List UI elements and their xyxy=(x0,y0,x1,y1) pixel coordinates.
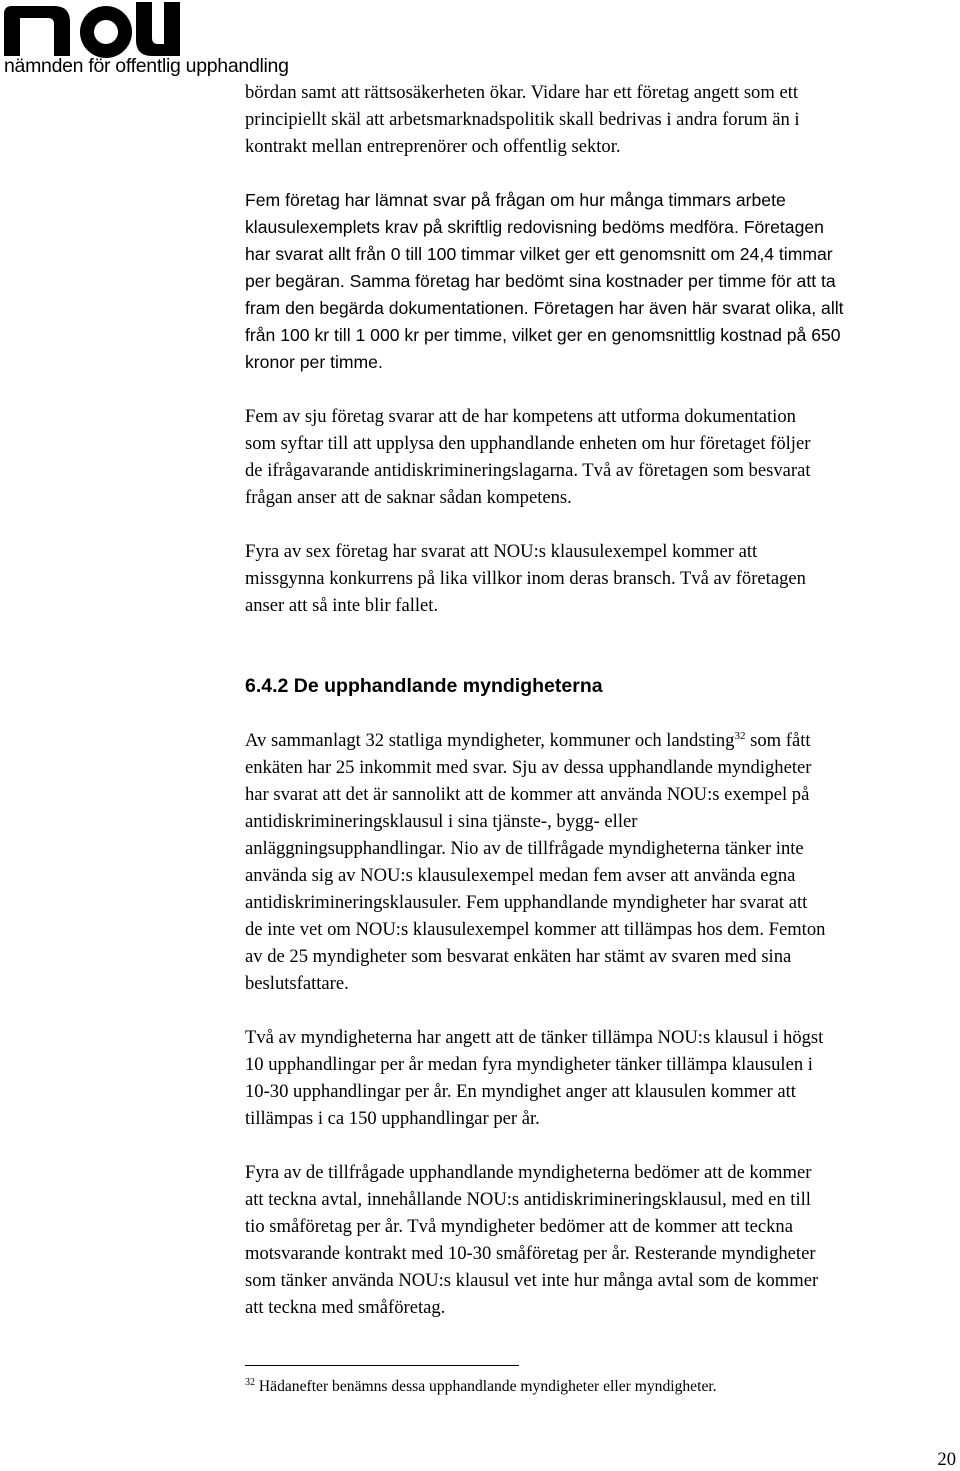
text-line: anläggningsupphandlingar. Nio av de tillfrågade myndigheterna tänker inte xyxy=(245,838,804,859)
text-line: har svarat att det är sannolikt att de kommer att använda NOU:s exempel på xyxy=(245,784,810,805)
paragraph-6 xyxy=(245,1024,957,1132)
text-line: Fem av sju företag svarar att de har kompetens att utforma dokumentation xyxy=(245,406,796,427)
page-number: 20 xyxy=(937,1449,956,1470)
text-line: som syftar till att upplysa den upphandlande enheten om hur företaget följer xyxy=(245,433,811,454)
logo-text: nämnden för offentlig upphandling xyxy=(4,55,289,77)
text-line: antidiskrimineringsklausuler. Fem upphandlande myndigheter har svarat att xyxy=(245,892,808,913)
footnote-divider xyxy=(245,1365,519,1366)
text-line: fram den begärda dokumentationen. Företagen har även här svarat olika, allt xyxy=(245,298,844,318)
paragraph-2 xyxy=(245,187,957,376)
text-line: principiellt skäl att arbetsmarknadspolitik skall bedrivas i andra forum än i xyxy=(245,109,800,130)
paragraph-3 xyxy=(245,403,957,511)
text-line: de ifrågavarande antidiskrimineringslagarna. Två av företagen som besvarat xyxy=(245,460,811,481)
text-line: anser att så inte blir fallet. xyxy=(245,595,439,616)
text-line: att teckna avtal, innehållande NOU:s antidiskrimineringsklausul, med en till xyxy=(245,1189,811,1210)
text-line: motsvarande kontrakt med 10-30 småföretag per år. Resterande myndigheter xyxy=(245,1243,816,1264)
text-line: 10-30 upphandlingar per år. En myndighet anger att klausulen kommer att xyxy=(245,1081,796,1102)
text-line: från 100 kr till 1 000 kr per timme, vilket ger en genomsnittlig kostnad på 650 xyxy=(245,325,841,345)
paragraph-5 xyxy=(245,727,957,997)
text-line: Fyra av sex företag har svarat att NOU:s klausulexempel kommer att xyxy=(245,541,758,562)
text-line: kronor per timme. xyxy=(245,352,383,372)
paragraph-7 xyxy=(245,1159,957,1321)
text-line: använda sig av NOU:s klausulexempel medan fem avser att använda egna xyxy=(245,865,796,886)
text-line: tillämpas i ca 150 upphandlingar per år. xyxy=(245,1108,540,1129)
text-segment: Av sammanlagt 32 statliga myndigheter, kommuner och landsting xyxy=(245,730,735,751)
text-line: missgynna konkurrens på lika villkor inom deras bransch. Två av företagen xyxy=(245,568,806,589)
footnote-number: 32 xyxy=(245,1376,255,1388)
nou-logo-mark-icon xyxy=(2,0,182,58)
text-line: antidiskrimineringsklausul i sina tjänste-, bygg- eller xyxy=(245,811,638,832)
footnote-ref[interactable]: 32 xyxy=(734,729,746,742)
section-heading: 6.4.2 De upphandlande myndigheterna xyxy=(245,675,603,697)
text-line: att teckna med småföretag. xyxy=(245,1297,446,1318)
nou-logo xyxy=(2,0,289,80)
text-line: Fem företag har lämnat svar på frågan om hur många timmars arbete xyxy=(245,190,786,210)
text-line: Två av myndigheterna har angett att de tänker tillämpa NOU:s klausul i högst xyxy=(245,1027,824,1048)
text-line: Fyra av de tillfrågade upphandlande myndigheterna bedömer att de kommer xyxy=(245,1162,812,1183)
text-line: tio småföretag per år. Två myndigheter bedömer att de kommer att teckna xyxy=(245,1216,793,1237)
text-line: de inte vet om NOU:s klausulexempel kommer att tillämpas hos dem. Femton xyxy=(245,919,826,940)
text-line: klausulexemplets krav på skriftlig redovisning bedöms medföra. Företagen xyxy=(245,217,824,237)
text-line: har svarat allt från 0 till 100 timmar vilket ger ett genomsnitt om 24,4 timmar xyxy=(245,244,833,264)
paragraph-1 xyxy=(245,79,957,160)
text-line: enkäten har 25 inkommit med svar. Sju av dessa upphandlande myndigheter xyxy=(245,757,812,778)
footnote-text: Hädanefter benämns dessa upphandlande myndigheter eller myndigheter. xyxy=(255,1378,717,1395)
text-line: som tänker använda NOU:s klausul vet inte hur många avtal som de kommer xyxy=(245,1270,819,1291)
text-line: frågan anser att de saknar sådan kompetens. xyxy=(245,487,572,508)
text-line: av de 25 myndigheter som besvarat enkäten har stämt av svaren med sina xyxy=(245,946,792,967)
footnote xyxy=(245,1377,717,1397)
text-line: 10 upphandlingar per år medan fyra myndigheter tänker tillämpa klausulen i xyxy=(245,1054,813,1075)
text-segment: som fått xyxy=(745,730,811,751)
document-body xyxy=(245,79,957,1321)
text-line: per begäran. Samma företag har bedömt sina kostnader per timme för att ta xyxy=(245,271,836,291)
text-line: beslutsfattare. xyxy=(245,973,349,994)
paragraph-4 xyxy=(245,538,957,619)
text-line xyxy=(245,727,957,754)
text-line: kontrakt mellan entreprenörer och offentlig sektor. xyxy=(245,136,621,157)
text-line: bördan samt att rättsosäkerheten ökar. Vidare har ett företag angett som ett xyxy=(245,82,799,103)
